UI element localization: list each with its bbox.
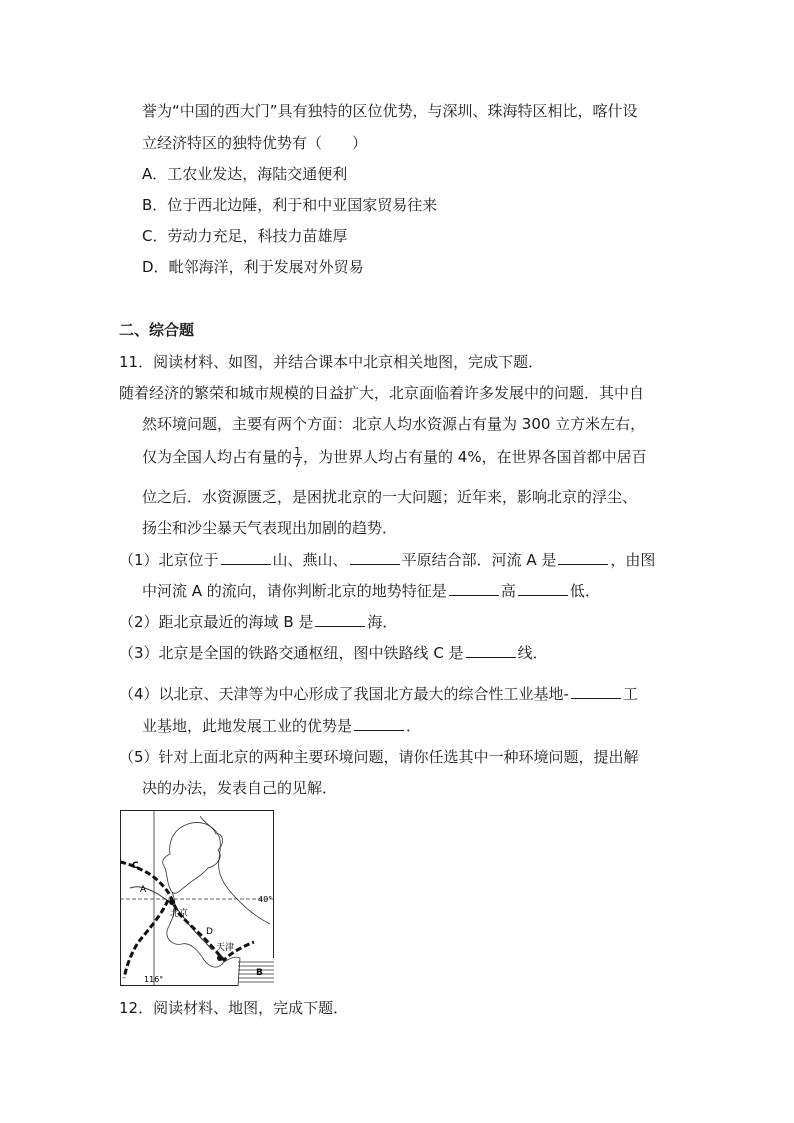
fraction-numerator: 1 (294, 445, 302, 458)
label-c: C (132, 861, 139, 871)
q11-material-line1: 随着经济的繁荣和城市规模的日益扩大，北京面临着许多发展中的问题．其中自 (119, 384, 645, 402)
label-longitude-116: 116° (144, 975, 164, 984)
prev-question-stem-line1: 誉为“中国的西大门”具有独特的区位优势，与深圳、珠海特区相比，喀什设 (142, 102, 638, 120)
option-b (142, 195, 437, 215)
label-beijing: 北京 (170, 909, 189, 919)
sq1-text-g: 低． (569, 582, 600, 600)
answer-blank-5[interactable] (518, 581, 568, 596)
beijing-region-map (120, 810, 274, 986)
fraction-denominator: 7 (294, 457, 302, 470)
sub-question-2 (119, 612, 397, 632)
option-b-label: B． (142, 196, 168, 214)
sq1-text-e: 中河流 A 的流向，请你判断北京的地势特征是 (142, 582, 447, 600)
q11-intro: 11．阅读材料、如图，并结合课本中北京相关地图，完成下题． (119, 353, 544, 371)
option-d-text: 毗邻海洋，利于发展对外贸易 (168, 258, 364, 276)
option-a-text: 工农业发达，海陆交通便利 (167, 165, 348, 183)
answer-blank-6[interactable] (315, 612, 365, 627)
option-d (142, 257, 364, 277)
sq3-text-b: 线． (517, 644, 548, 662)
q11-material-line3-part1: 仅为全国人均占有量的 (142, 448, 293, 466)
tianjin-dot (217, 955, 223, 961)
sq2-text-a: （2）距北京最近的海域 B 是 (119, 613, 314, 631)
sq2-text-b: 海． (367, 613, 398, 631)
q11-material-line3 (142, 446, 647, 469)
sq1-text-b: 山、燕山、 (272, 551, 348, 569)
sub-question-1-line1 (119, 550, 655, 570)
q11-material-line3-part2: ，为世界人均占有量的 4%，在世界各国首都中居百 (303, 448, 647, 466)
sq1-text-d: ，由图 (610, 551, 656, 569)
sq1-text-a: （1）北京位于 (119, 551, 219, 569)
sub-question-1-line2 (142, 581, 600, 601)
option-c-label: C． (142, 227, 168, 245)
sq4-text-a: （4）以北京、天津等为中心形成了我国北方最大的综合性工业基地- (119, 685, 569, 703)
answer-blank-8[interactable] (571, 684, 621, 699)
answer-blank-3[interactable] (558, 550, 608, 565)
sub-question-5-line2: 决的办法，发表自己的见解． (142, 779, 338, 797)
sq3-text-a: （3）北京是全国的铁路交通枢纽，图中铁路线 C 是 (119, 644, 464, 662)
q11-material-line2: 然环境问题，主要有两个方面：北京人均水资源占有量为 300 立方米左右， (142, 415, 646, 433)
sub-question-3 (119, 643, 548, 663)
sub-question-4-line1 (119, 684, 638, 704)
answer-blank-9[interactable] (354, 716, 404, 731)
sub-question-4-line2 (142, 716, 421, 736)
sq4-text-b: 工 (622, 685, 638, 703)
label-tianjin: 天津 (216, 943, 235, 953)
q12-intro: 12．阅读材料、地图，完成下题． (119, 999, 349, 1017)
section-title: 二、综合题 (119, 321, 195, 339)
q11-material-line4: 位之后．水资源匮乏，是困扰北京的一大问题；近年来，影响北京的浮尘、 (142, 488, 638, 506)
label-latitude-40: 40° (258, 895, 273, 904)
sq1-text-f: 高 (500, 582, 516, 600)
q11-material-line5: 扬尘和沙尘暴天气表现出加剧的趋势． (142, 519, 398, 537)
answer-blank-1[interactable] (221, 550, 271, 565)
label-a: A (140, 885, 147, 895)
option-b-text: 位于西北边陲，利于和中亚国家贸易往来 (167, 196, 438, 214)
answer-blank-2[interactable] (350, 550, 400, 565)
option-a-label: A． (142, 165, 168, 183)
beijing-dot (169, 899, 175, 905)
label-b: B (256, 968, 263, 978)
option-d-label: D． (142, 258, 169, 276)
fraction-one-seventh (293, 446, 302, 469)
label-d: D (206, 927, 213, 937)
option-a (142, 164, 347, 184)
sub-question-5-line1: （5）针对上面北京的两种主要环境问题，请你任选其中一种环境问题，提出解 (119, 748, 639, 766)
sq1-text-c: 平原结合部．河流 A 是 (401, 551, 557, 569)
sq4-text-c: 业基地，此地发展工业的优势是 (142, 717, 353, 735)
sq4-text-d: ． (406, 717, 422, 735)
answer-blank-4[interactable] (449, 581, 499, 596)
option-c (142, 226, 348, 246)
answer-blank-7[interactable] (466, 643, 516, 658)
option-c-text: 劳动力充足，科技力苗雄厚 (167, 227, 348, 245)
prev-question-stem-line2: 立经济特区的独特优势有（ ） (142, 134, 368, 152)
